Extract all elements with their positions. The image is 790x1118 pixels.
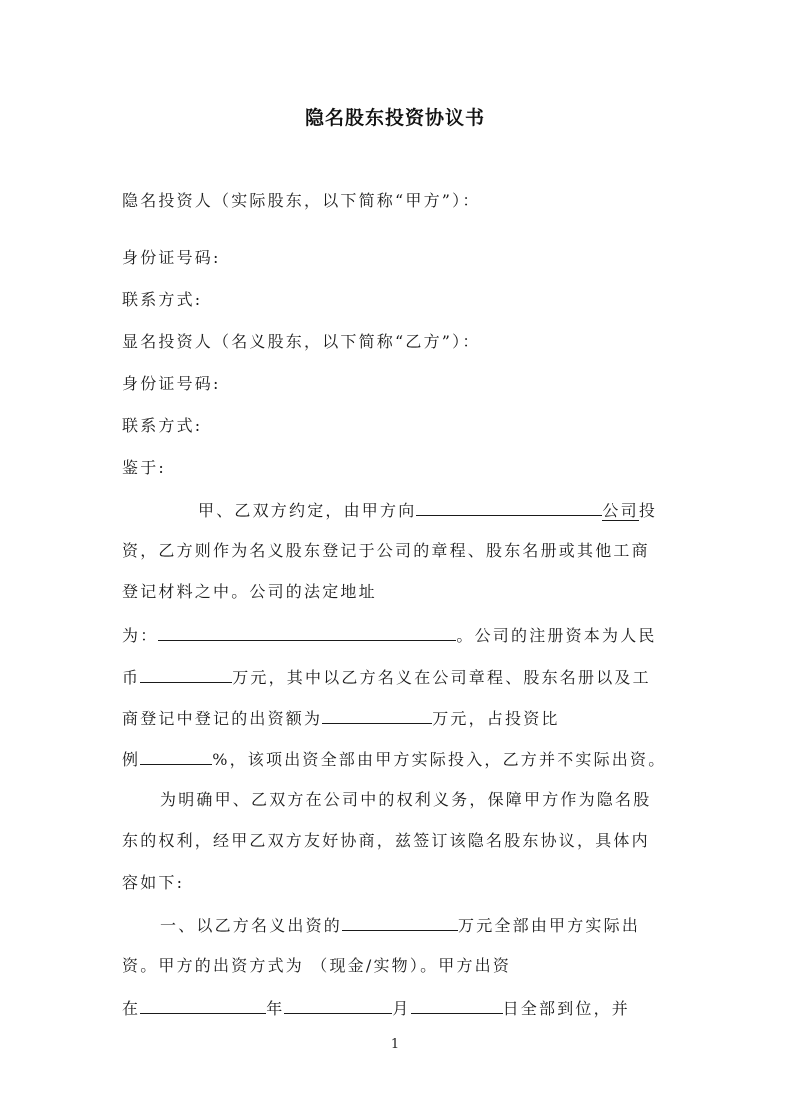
para2-line3: 容如下: <box>122 873 185 892</box>
para1-line7-end: %，该项出资全部由甲方实际投入，乙方并不实际出资。 <box>212 750 667 769</box>
month-label: 月 <box>392 999 411 1018</box>
para2-line2: 东的权利，经甲乙双方友好协商，兹签订该隐名股东协议，具体内 <box>122 831 650 850</box>
para1-line4 <box>122 622 657 648</box>
page-number: 1 <box>390 1037 400 1052</box>
document-title: 隐名股东投资协议书 <box>304 107 485 129</box>
clause1-line1-end: 万元全部由甲方实际出 <box>458 916 641 935</box>
clause1-line3 <box>122 995 630 1021</box>
para1-line3: 登记材料之中。公司的法定地址 <box>122 582 377 601</box>
para1-line1 <box>198 497 657 523</box>
party-a-contact-label: 联系方式: <box>122 290 203 309</box>
party-a-heading: 隐名投资人（实际股东，以下简称“甲方”）： <box>122 191 481 210</box>
clause1-line1-start: 一、以乙方名义出资的 <box>160 916 343 935</box>
para1-line7-start: 例 <box>122 750 141 769</box>
para1-line1-text: 甲、乙双方约定，由甲方向 <box>198 501 417 520</box>
party-a-id-label: 身份证号码: <box>122 248 221 267</box>
para1-line2: 资，乙方则作为名义股东登记于公司的章程、股东名册或其他工商 <box>122 541 650 560</box>
company-name-blank <box>416 497 602 516</box>
clause1-line3-start: 在 <box>122 999 141 1018</box>
para2-line1: 为明确甲、乙双方在公司中的权利义务，保障甲方作为隐名股 <box>160 790 652 809</box>
para1-line4-end: 。公司的注册资本为人民 <box>456 626 657 645</box>
para1-line6 <box>122 705 560 731</box>
whereas-label: 鉴于: <box>122 458 166 477</box>
month-blank <box>284 995 392 1014</box>
para1-line4-start: 为： <box>122 626 159 645</box>
para1-line1-end: 投 <box>638 501 658 520</box>
year-blank <box>140 995 266 1014</box>
investment-ratio-blank <box>140 746 212 765</box>
registered-capital-blank <box>140 664 232 683</box>
company-word: 公司 <box>602 501 639 520</box>
para1-line5-start: 币 <box>122 668 141 687</box>
para1-line7 <box>122 746 666 772</box>
para1-line5-end: 万元，其中以乙方名义在公司章程、股东名册以及工 <box>232 668 651 687</box>
para1-line6-start: 商登记中登记的出资额为 <box>122 709 323 728</box>
para1-line5 <box>122 664 651 690</box>
contribution-amount-blank <box>342 912 458 931</box>
year-label: 年 <box>266 999 285 1018</box>
day-blank <box>411 995 503 1014</box>
para1-line6-end: 万元，占投资比 <box>432 709 560 728</box>
party-b-id-label: 身份证号码: <box>122 374 221 393</box>
party-b-contact-label: 联系方式: <box>122 416 203 435</box>
clause1-line1 <box>160 912 640 938</box>
legal-address-blank <box>158 622 456 641</box>
registered-contribution-blank <box>322 705 432 724</box>
clause1-line2: 资。甲方的出资方式为 （现金/实物）。甲方出资 <box>122 956 512 975</box>
party-b-heading: 显名投资人（名义股东，以下简称“乙方”）： <box>122 332 481 351</box>
day-label-and-text: 日全部到位，并 <box>502 999 631 1018</box>
